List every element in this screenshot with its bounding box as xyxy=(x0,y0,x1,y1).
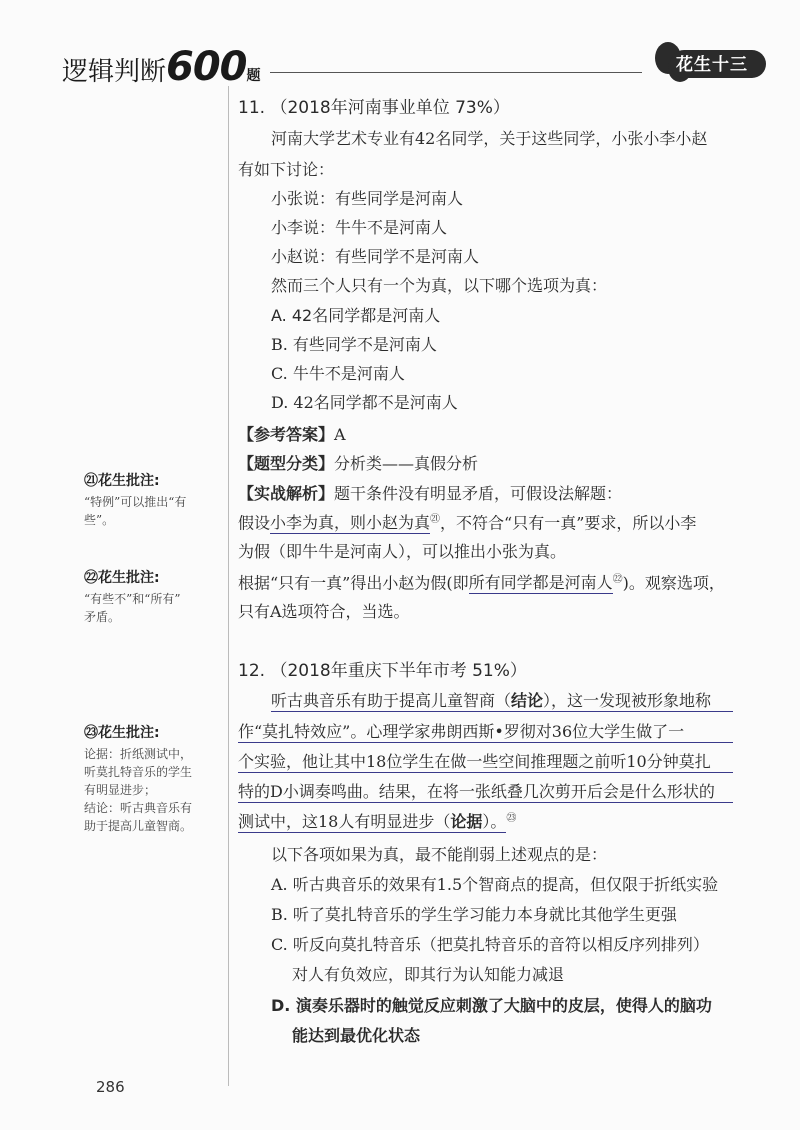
q11-analysis-line1 xyxy=(238,481,622,504)
note-23-title: ㉓花生批注: xyxy=(84,725,160,741)
q12-option-b: B. 听了莫扎特音乐的学生学习能力本身就比其他学生更强 xyxy=(271,905,677,924)
underlined-text: 小李为真，则小赵为真 xyxy=(270,513,431,533)
header-rule xyxy=(270,72,642,73)
q11-statement-zhang: 小张说：有些同学是河南人 xyxy=(271,189,464,208)
para-text: ），这一发现被形象地称 xyxy=(543,691,712,710)
page-number: 286 xyxy=(96,1078,125,1096)
para-text: ）。 xyxy=(482,812,507,832)
analysis-text: ，不符合“只有一真”要求，所以小李 xyxy=(440,513,697,533)
q11-option-c: C. 牛牛不是河南人 xyxy=(271,364,405,383)
margin-divider xyxy=(228,86,229,1086)
para-bold: 论据 xyxy=(450,812,483,832)
underlined-text: 所有同学都是河南人 xyxy=(468,573,613,593)
para-text: 听古典音乐有助于提高儿童智商（ xyxy=(271,691,512,710)
q11-option-a: A. 42名同学都是河南人 xyxy=(271,306,441,325)
analysis-text: 题干条件没有明显矛盾，可假设法解题： xyxy=(334,484,623,503)
q11-analysis-line4 xyxy=(238,570,725,593)
q12-option-d-line1: D. 演奏乐器时的触觉反应刺激了大脑中的皮层，使得人的脑功 xyxy=(271,996,712,1015)
q11-analysis-line3: 为假（即牛牛是河南人），可以推出小张为真。 xyxy=(238,542,567,561)
brand-name: 花生十三 xyxy=(676,55,748,75)
q11-heading: 11. （2018年河南事业单位 73%） xyxy=(238,98,510,118)
q12-option-c-line2: 对人有负效应，即其行为认知能力减退 xyxy=(292,965,565,984)
q12-question: 以下各项如果为真，最不能削弱上述观点的是： xyxy=(271,845,608,864)
note-22-line: 矛盾。 xyxy=(84,610,121,624)
q12-para-line2: 作“莫扎特效应”。心理学家弗朗西斯•罗彻对36位大学生做了一 xyxy=(238,719,733,743)
note-23-line: 听莫扎特音乐的学生 xyxy=(84,765,193,779)
note-23-line: 结论：听古典音乐有 xyxy=(84,801,193,815)
q11-statement-li: 小李说：牛牛不是河南人 xyxy=(271,218,448,237)
q11-stem-line1: 河南大学艺术专业有42名同学，关于这些同学，小张小李小赵 xyxy=(271,129,708,148)
q12-heading: 12. （2018年重庆下半年市考 51%） xyxy=(238,661,527,681)
analysis-text: 根据“只有一真”得出小赵为假(即 xyxy=(238,573,469,593)
q12-option-c-line1: C. 听反向莫扎特音乐（把莫扎特音乐的音符以相反序列排列） xyxy=(271,935,709,954)
analysis-text: )。观察选项， xyxy=(622,573,725,593)
q11-option-b: B. 有些同学不是河南人 xyxy=(271,335,437,354)
note-marker: ㉓ xyxy=(506,813,517,824)
q11-answer xyxy=(238,422,346,445)
analysis-label: 【实战解析】 xyxy=(238,484,335,503)
book-title-number: 600 xyxy=(166,44,247,90)
book-title xyxy=(62,44,261,90)
note-marker: ㉑ xyxy=(430,514,441,525)
q12-para-line3: 个实验，他让其中18位学生在做一些空间推理题之前听10分钟莫扎 xyxy=(238,749,733,773)
type-value: 分析类——真假分析 xyxy=(334,454,479,473)
q12-option-d-line2: 能达到最优化状态 xyxy=(292,1026,421,1045)
analysis-text: 假设 xyxy=(238,513,271,533)
note-21-line: “特例”可以推出“有 xyxy=(84,495,187,509)
q11-analysis-line2 xyxy=(238,510,696,533)
q11-option-d: D. 42名同学都不是河南人 xyxy=(271,393,458,412)
q11-statement-zhao: 小赵说：有些同学不是河南人 xyxy=(271,247,480,266)
q11-stem-line2: 有如下讨论： xyxy=(238,160,335,179)
note-23-line: 有明显进步； xyxy=(84,783,157,797)
q12-option-a: A. 听古典音乐的效果有1.5个智商点的提高，但仅限于折纸实验 xyxy=(271,875,719,894)
note-23-line: 论据：折纸测试中， xyxy=(84,747,193,761)
q11-question: 然而三个人只有一个为真，以下哪个选项为真： xyxy=(271,276,608,295)
brand-logo xyxy=(648,40,768,84)
q12-para-line5 xyxy=(238,809,516,832)
q12-para-line1 xyxy=(271,688,733,712)
note-23-line: 助于提高儿童智商。 xyxy=(84,819,193,833)
q11-type xyxy=(238,451,478,474)
q12-para-line4: 特的D小调奏鸣曲。结果，在将一张纸叠几次剪开后会是什么形状的 xyxy=(238,779,733,803)
book-title-prefix: 逻辑判断 xyxy=(62,57,167,87)
para-bold: 结论 xyxy=(511,691,544,710)
note-21-title: ㉑花生批注: xyxy=(84,473,160,489)
underlined-text xyxy=(238,812,506,833)
note-22-line: “有些不”和“所有” xyxy=(84,592,181,606)
para-text: 测试中，这18人有明显进步（ xyxy=(238,812,451,832)
note-21-line: 些”。 xyxy=(84,513,115,527)
book-title-suffix: 题 xyxy=(246,68,261,84)
answer-label: 【参考答案】 xyxy=(238,425,335,444)
type-label: 【题型分类】 xyxy=(238,454,335,473)
note-22-title: ㉒花生批注: xyxy=(84,570,160,586)
note-marker: ㉒ xyxy=(612,574,623,585)
answer-value: A xyxy=(334,425,346,444)
q11-analysis-line5: 只有A选项符合，当选。 xyxy=(238,602,410,621)
